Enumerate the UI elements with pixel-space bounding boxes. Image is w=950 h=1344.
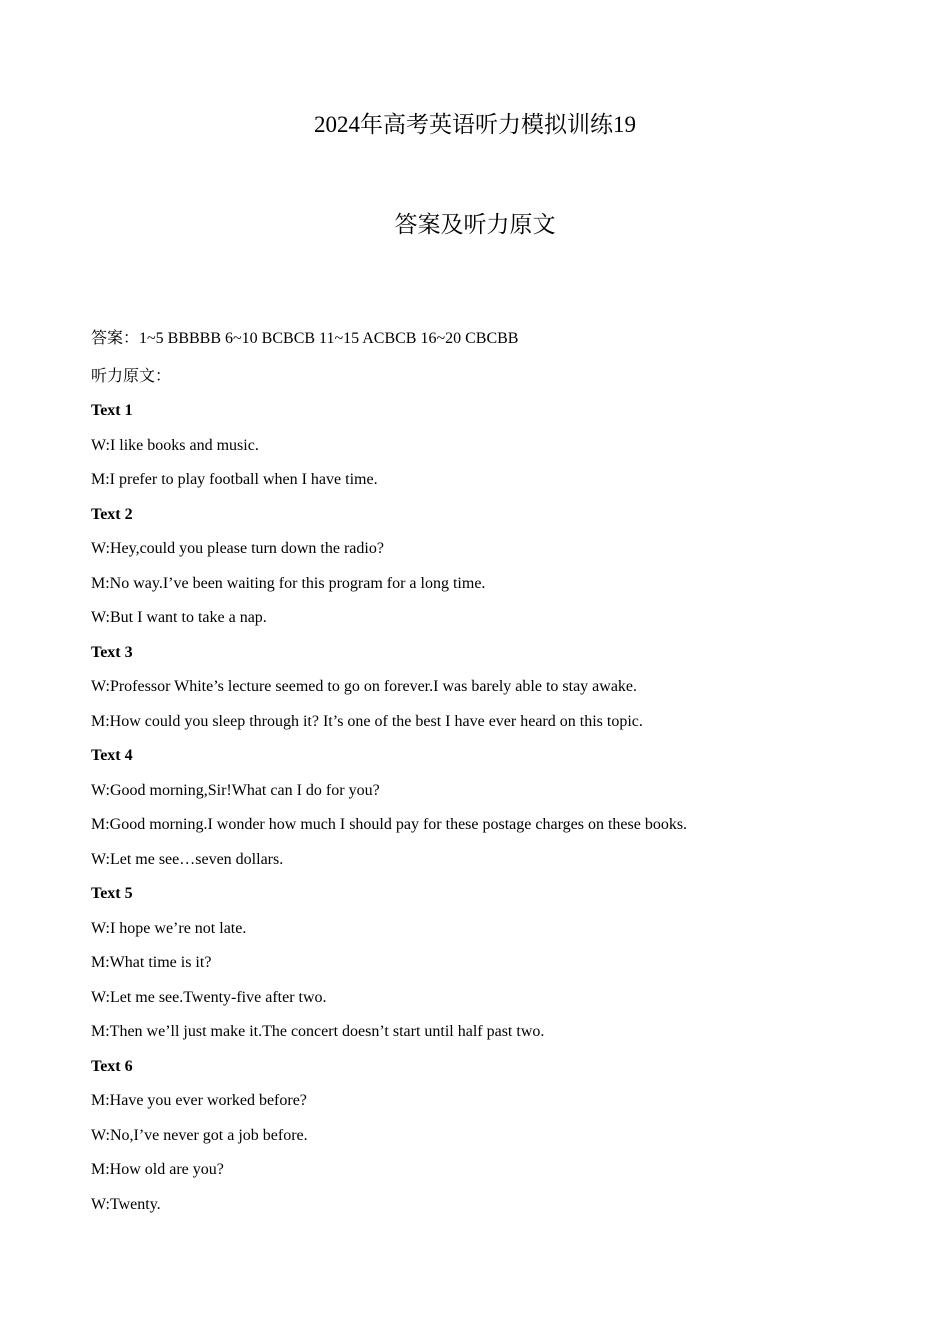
document-subtitle: 答案及听力原文 [394, 212, 556, 237]
transcript-section-heading: Text 2 [91, 505, 133, 523]
document-body [91, 325, 871, 1222]
transcript-dialogue-line: M:I prefer to play football when I have time. [91, 471, 378, 488]
transcript-section-heading: Text 3 [91, 643, 133, 661]
transcript-section-heading: Text 1 [91, 402, 133, 419]
transcript-dialogue-line: M:Have you ever worked before? [91, 1092, 307, 1109]
transcript-dialogue-line: W:Professor White’s lecture seemed to go on forever.I was barely able to stay awake. [91, 678, 638, 695]
transcript-dialogue-line: W:Let me see…seven dollars. [91, 850, 284, 868]
transcript-dialogue-line: W:Good morning,Sir!What can I do for you? [91, 781, 380, 799]
transcript-dialogue-line: W:I hope we’re not late. [91, 919, 247, 937]
transcript-dialogue-line: M:What time is it? [91, 954, 212, 971]
transcript-dialogue-line: W:Hey,could you please turn down the radio? [91, 540, 384, 557]
transcript-dialogue-line: W:No,I’ve never got a job before. [91, 1126, 308, 1144]
transcript-dialogue-line: M:How old are you? [91, 1161, 224, 1178]
transcript-dialogue-line: M:Good morning.I wonder how much I should pay for these postage charges on these books. [91, 816, 688, 833]
document-title: 2024年高考英语听力模拟训练19 [314, 112, 636, 137]
transcript-dialogue-line: W:Let me see.Twenty-five after two. [91, 988, 327, 1006]
transcript-section-heading: Text 4 [91, 747, 133, 764]
transcript-dialogue-line: M:How could you sleep through it? It’s one of the best I have ever heard on this topic. [91, 712, 643, 730]
transcript-heading: 听力原文： [91, 367, 172, 385]
transcript-section-heading: Text 6 [91, 1057, 133, 1075]
answer-key: 答案：1~5 BBBBB 6~10 BCBCB 11~15 ACBCB 16~20 CBCBB [91, 330, 519, 347]
transcript-section-heading: Text 5 [91, 885, 133, 902]
transcript-dialogue-line: W:But I want to take a nap. [91, 609, 267, 626]
transcript-dialogue-line: W:I like books and music. [91, 436, 259, 454]
transcript-lines [91, 394, 871, 1222]
transcript-dialogue-line: M:Then we’ll just make it.The concert doesn’t start until half past two. [91, 1023, 545, 1040]
transcript-dialogue-line: W:Twenty. [91, 1195, 161, 1213]
transcript-dialogue-line: M:No way.I’ve been waiting for this program for a long time. [91, 574, 486, 592]
